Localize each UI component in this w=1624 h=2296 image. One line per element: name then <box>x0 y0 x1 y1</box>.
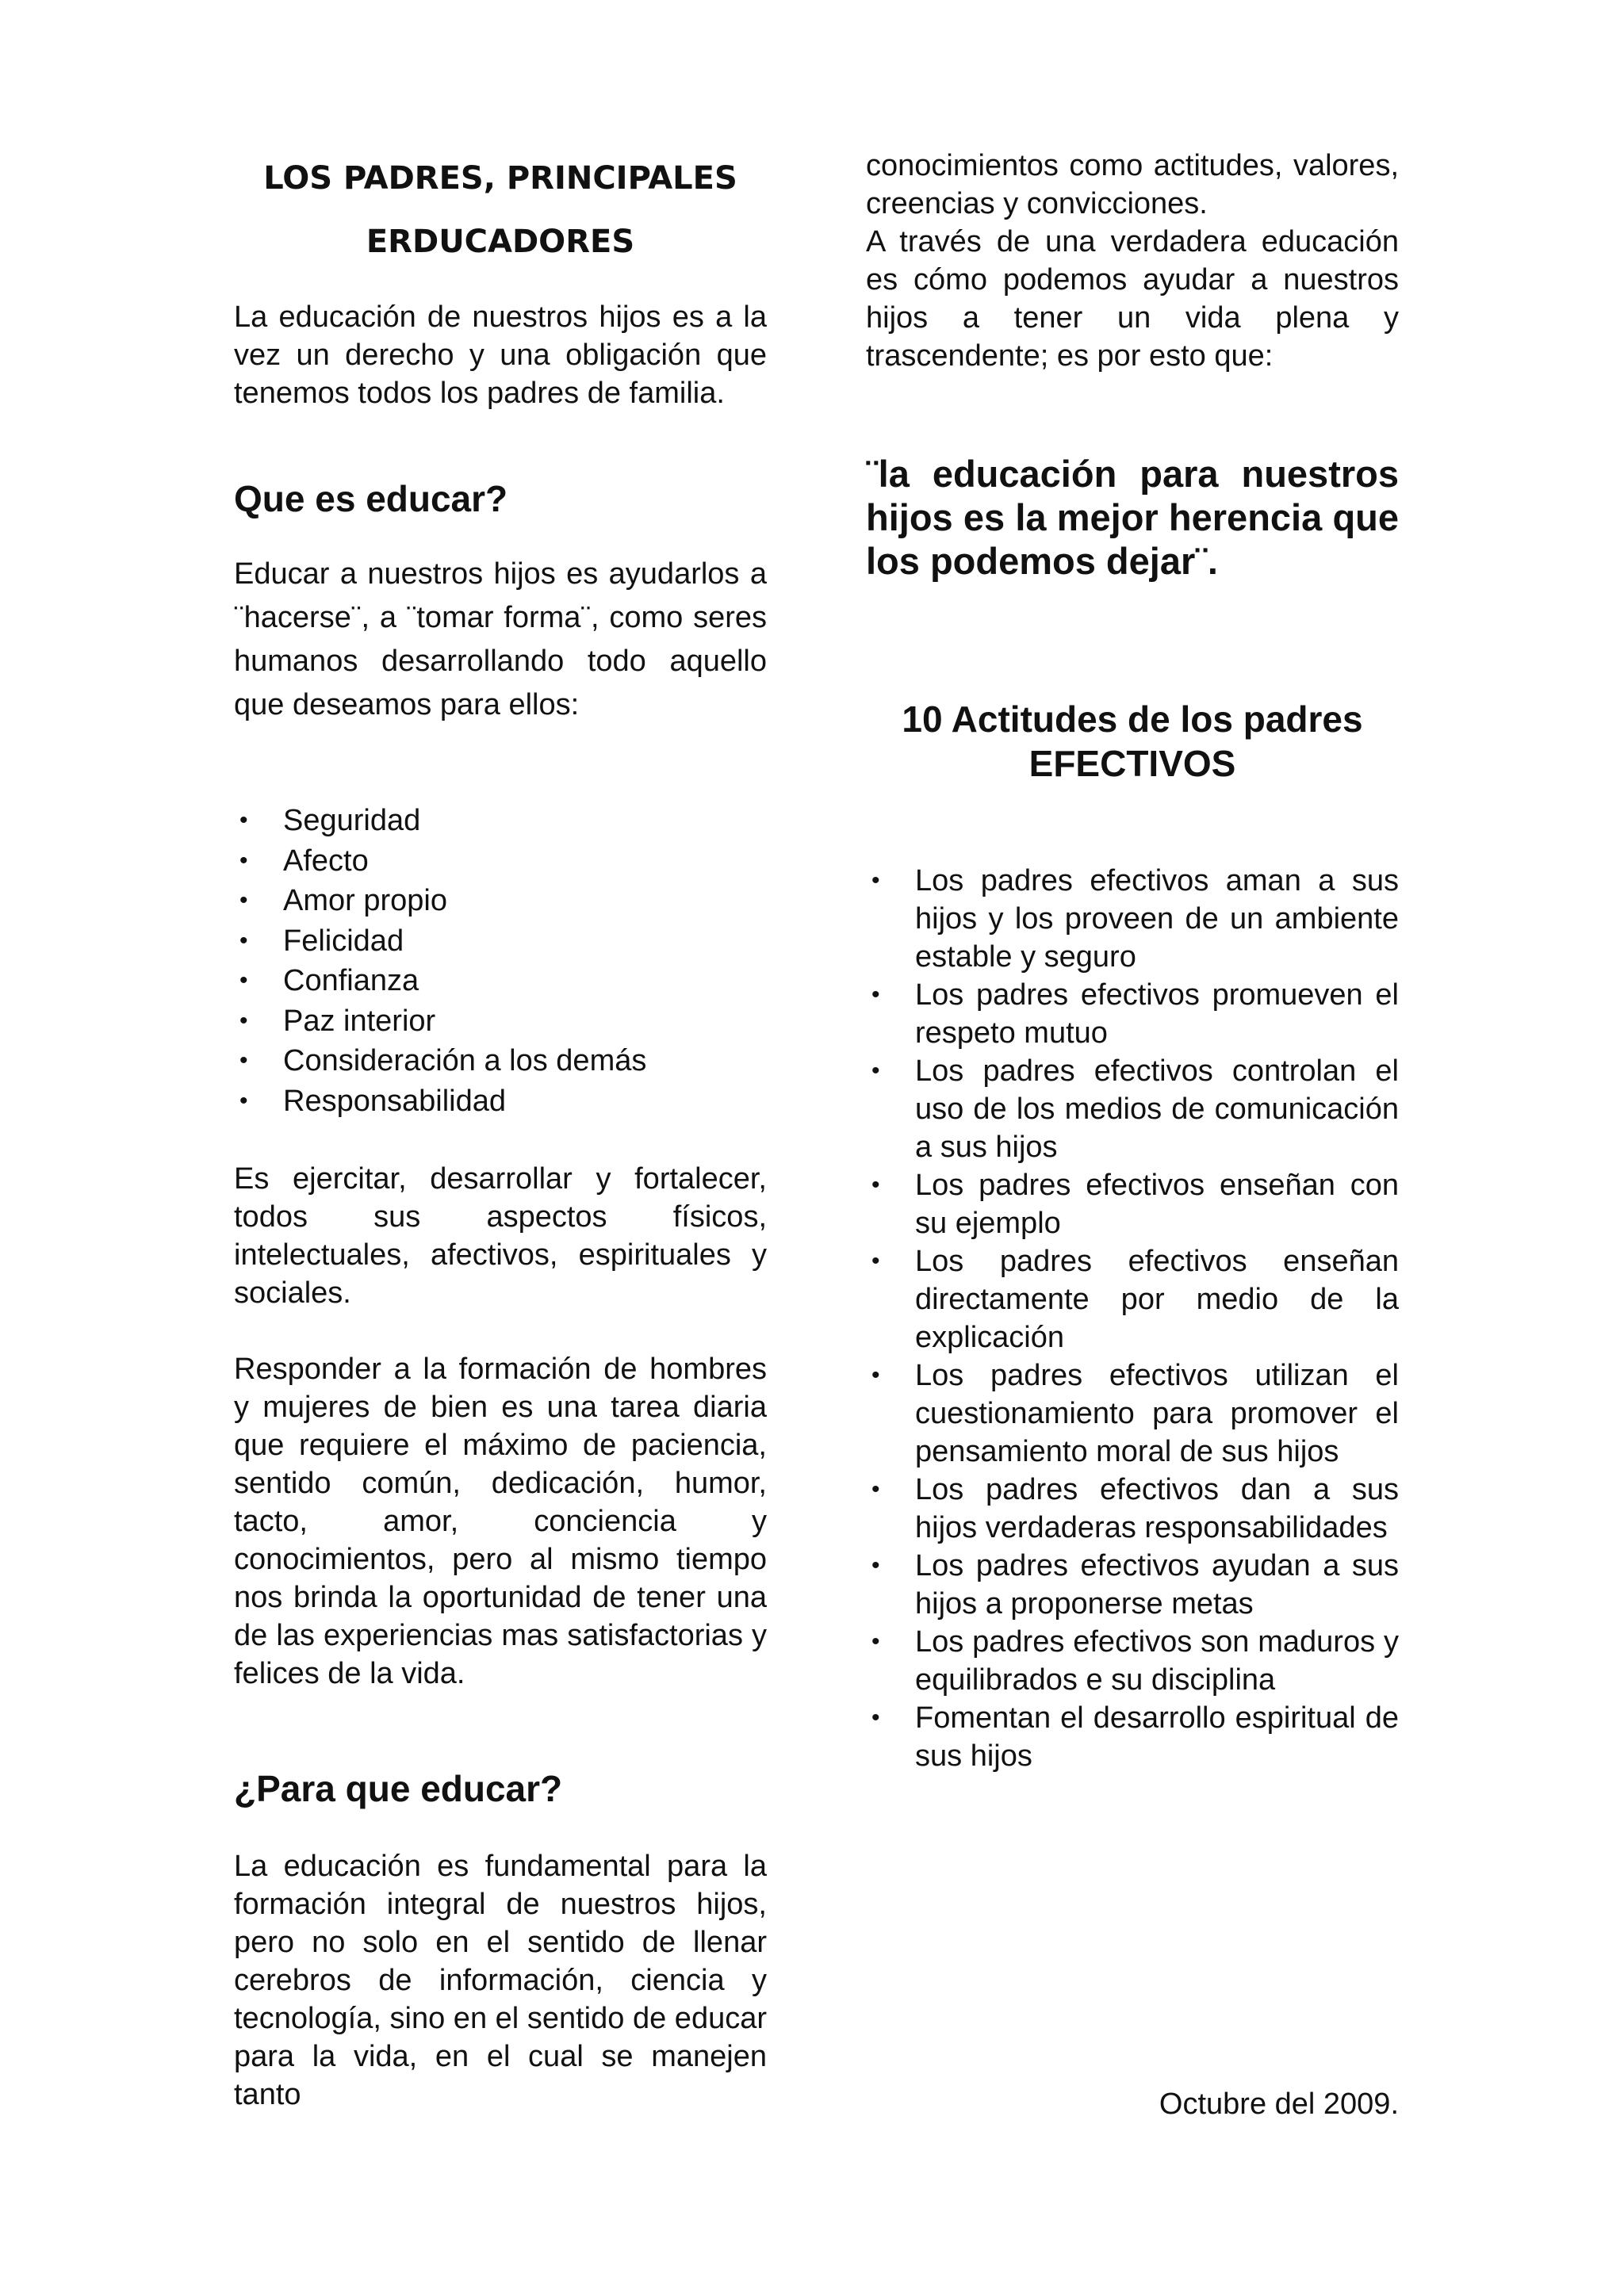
attitude-item <box>866 1357 1399 1471</box>
paragraph-para-que-educar: La educación es fundamental para la formación integral de nuestros hijos, pero no solo en el sentido de llenar cerebros de información, ciencia y tecnología, sino en el sentido de educar para la vida, en el cual se manejen tanto <box>234 1850 767 2111</box>
bullet-icon: • <box>871 1172 880 1198</box>
bullet-icon: • <box>239 887 248 913</box>
bullet-icon: • <box>871 1705 880 1731</box>
document-title: LOS PADRES, PRINCIPALES ERDUCADORES <box>263 160 737 260</box>
attitude-item-text: Los padres efectivos dan a sus hijos verdaderas responsabilidades <box>915 1473 1399 1544</box>
bullet-icon: • <box>239 1047 248 1073</box>
value-item <box>234 1041 767 1081</box>
attitude-item <box>866 1547 1399 1623</box>
bullet-icon: • <box>871 1628 880 1655</box>
date-footer: Octubre del 2009. <box>1159 2087 1399 2121</box>
attitude-item <box>866 1471 1399 1547</box>
attitude-item <box>866 976 1399 1052</box>
heading-que-es-educar: Que es educar? <box>234 478 508 519</box>
attitude-item <box>866 862 1399 976</box>
value-item-text: Afecto <box>283 844 369 878</box>
attitude-item-text: Los padres efectivos son maduros y equilibrados e su disciplina <box>915 1625 1399 1697</box>
value-item-text: Seguridad <box>283 804 421 837</box>
attitude-item-text: Los padres efectivos promueven el respeto mutuo <box>915 978 1399 1050</box>
bullet-icon: • <box>239 847 248 874</box>
paragraph-responder: Responder a la formación de hombres y mujeres de bien es una tarea diaria que requiere el máximo de paciencia, sentido común, dedicación, humor, tacto, amor, conciencia y conocimientos, pero al mismo tiempo nos brinda la oportunidad de tener una de las experiencias mas satisfactorias y felices de la vida. <box>234 1353 767 1690</box>
attitudes-title <box>866 697 1399 786</box>
value-item <box>234 1001 767 1042</box>
value-item <box>234 801 767 841</box>
quote-herencia: ¨la educación para nuestros hijos es la mejor herencia que los podemos dejar¨. <box>866 453 1399 582</box>
value-item <box>234 881 767 921</box>
heading-para-que-educar: ¿Para que educar? <box>234 1768 563 1809</box>
attitude-item-text: Los padres efectivos aman a sus hijos y los proveen de un ambiente estable y seguro <box>915 864 1399 974</box>
bullet-icon: • <box>871 1362 880 1388</box>
intro-paragraph: La educación de nuestros hijos es a la vez un derecho y una obligación que tenemos todos los padres de familia. <box>234 300 767 410</box>
attitude-item-text: Los padres efectivos enseñan con su ejemplo <box>915 1169 1399 1240</box>
attitude-item-text: Los padres efectivos ayudan a sus hijos a proponerse metas <box>915 1549 1399 1621</box>
value-item-text: Consideración a los demás <box>283 1044 647 1077</box>
bullet-icon: • <box>871 1058 880 1084</box>
value-item <box>234 841 767 882</box>
bullet-icon: • <box>871 982 880 1008</box>
attitude-item <box>866 1166 1399 1242</box>
attitude-item-text: Los padres efectivos utilizan el cuestionamiento para promover el pensamiento moral de sus hijos <box>915 1359 1399 1468</box>
attitude-item <box>866 1242 1399 1357</box>
attitude-item-text: Los padres efectivos controlan el uso de los medios de comunicación a sus hijos <box>915 1054 1399 1164</box>
bullet-icon: • <box>239 1087 248 1114</box>
attitude-item-text: Fomentan el desarrollo espiritual de sus hijos <box>915 1701 1399 1773</box>
value-item-text: Responsabilidad <box>283 1084 506 1118</box>
value-item <box>234 961 767 1001</box>
bullet-icon: • <box>239 967 248 993</box>
value-item <box>234 1081 767 1122</box>
value-item-text: Amor propio <box>283 884 447 917</box>
attitude-item <box>866 1052 1399 1166</box>
bullet-icon: • <box>871 1248 880 1274</box>
values-list <box>234 801 767 1121</box>
attitude-item-text: Los padres efectivos enseñan directamente por medio de la explicación <box>915 1245 1399 1354</box>
value-item-text: Paz interior <box>283 1004 436 1038</box>
paragraph-ejercitar: Es ejercitar, desarrollar y fortalecer, todos sus aspectos físicos, intelectuales, afectivos, espirituales y sociales. <box>234 1162 767 1310</box>
value-item-text: Confianza <box>283 964 419 997</box>
attitudes-title-line-2: EFECTIVOS <box>1028 743 1236 784</box>
bullet-icon: • <box>871 867 880 894</box>
attitudes-list <box>866 862 1399 1775</box>
paragraph-continuation: conocimientos como actitudes, valores, creencias y convicciones. <box>866 149 1399 220</box>
bullet-icon: • <box>871 1476 880 1502</box>
bullet-icon: • <box>239 927 248 954</box>
value-item <box>234 921 767 962</box>
bullet-icon: • <box>871 1552 880 1578</box>
attitude-item <box>866 1699 1399 1775</box>
value-item-text: Felicidad <box>283 924 404 958</box>
paragraph-a-traves: A través de una verdadera educación es cómo podemos ayudar a nuestros hijos a tener un vida plena y trascendente; es por esto que: <box>866 225 1399 373</box>
bullet-icon: • <box>239 1007 248 1034</box>
attitude-item <box>866 1623 1399 1699</box>
paragraph-que-es-educar: Educar a nuestros hijos es ayudarlos a ¨hacerse¨, a ¨tomar forma¨, como seres humanos desarrollando todo aquello que deseamos para ellos: <box>234 557 767 721</box>
bullet-icon: • <box>239 807 248 833</box>
attitudes-title-line-1: 10 Actitudes de los padres <box>902 698 1363 740</box>
